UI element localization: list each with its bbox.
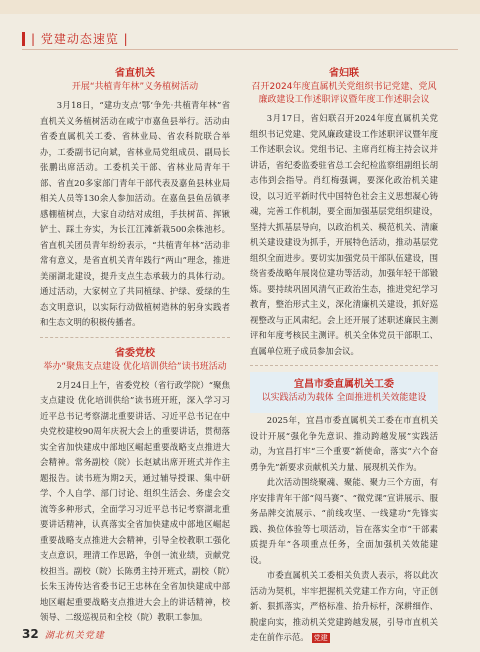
article-body: 3月18日，“建功支点‘鄂’争先·共植青年林”省直机关义务植树活动在咸宁市嘉鱼县举行。活动由省委直属机关工委、省林业局、省农科院联合举办，工委副书记向斌，省林业局党组成员、副局长张鹏出席活动。工委机关干部、省林业局青年干部、省直20多家部门青年干部代表及嘉鱼县林业局相关人员等130余人参加活动。在嘉鱼县鱼岳镇孝感棚植树点，大家自动结对成组，手扶树苗、挥锹铲土、踩土夯实，为长江江滩新栽500余株池杉。省直机关团员青年纷纷表示，“共植青年林”活动非常有意义，是省直机关青年践行“两山”理念，推进美丽湖北建设，提升支点生态承载力的具体行动。通过活动，大家树立了共同植绿、护绿、爱绿的生态文明意识，以实际行动做植树造林的躬身实践者和生态文明的积极传播者。 bbox=[40, 100, 230, 327]
article-title-box bbox=[250, 372, 438, 413]
article-org: 省委党校 bbox=[115, 347, 155, 359]
article-title: 举办“聚焦支点建设 优化培训供给”读书班活动 bbox=[43, 361, 227, 372]
publication-name: 湖北机关党建 bbox=[44, 630, 105, 641]
article-separator bbox=[250, 365, 438, 366]
article-org: 省妇联 bbox=[329, 68, 359, 79]
end-badge: 党建 bbox=[313, 634, 328, 642]
article-title: 召开2024年度直属机关党组织书记党建、党风廉政建设工作述职评议暨年度工作述职会议 bbox=[251, 82, 437, 105]
page-footer bbox=[22, 627, 105, 641]
section-header bbox=[22, 30, 129, 47]
article-paragraph: 此次活动围绕聚魂、聚能、聚力三个方面，有序安排青年干部“闯马赛”、“微党课”宣讲展示、服务品牌交流展示、“前线攻坚、一线建功”先锋实践、换位体验等七项活动，旨在落实全市“干部素质提升年”各项重点任务，全面加强机关效能建设。 bbox=[250, 477, 438, 565]
header-accent-bar bbox=[22, 32, 25, 46]
page-number: 32 bbox=[22, 627, 39, 641]
article-title: 开展“共植青年林”义务植树活动 bbox=[71, 82, 199, 92]
article-separator bbox=[40, 337, 230, 338]
article-org: 宜昌市委直属机关工委 bbox=[294, 379, 394, 390]
article-body: 3月17日，省妇联召开2024年度直属机关党组织书记党建、党风廉政建设工作述职评议暨年度工作述职会议。党组书记、主席肖红梅主持会议并讲话，省纪委监委驻省总工会纪检监察组副组长胡志伟到会指导。肖红梅强调，要深化政治机关建设，以习近平新时代中国特色社会主义思想凝心铸魂，完善工作机制，要全面加强基层党组织建设，坚持大抓基层导向，以政治机关、模范机关、清廉机关建设建设为抓手，开展特色活动，推动基层党组织全面进步。要切实加强党员干部队伍建设，围绕省委战略年展岗位建功等活动，加强年轻干部锻炼。要持续巩固风清气正政治生态，推进党纪学习教育，整治形式主义，深化清廉机关建设，抓好巡视整改与正风肃纪。会上还开展了述职述廉民主测评和年度考核民主测评。机关全体党员干部职工、直属单位班子成员参加会议。 bbox=[250, 113, 438, 356]
left-column bbox=[40, 64, 230, 632]
article-title: 以实践活动为载体 全面推进机关效能建设 bbox=[261, 393, 427, 403]
article-tree-planting bbox=[40, 64, 230, 331]
article-yichang bbox=[250, 372, 438, 646]
section-label: | 党建动态速览 | bbox=[31, 32, 129, 46]
article-reading-class bbox=[40, 344, 230, 626]
article-paragraph bbox=[250, 568, 438, 646]
header-divider bbox=[22, 49, 458, 50]
article-body: 2月24日上午，省委党校（省行政学院）“聚焦支点建设 优化培训供给”读书班开班，深入学习习近平总书记考察湖北重要讲话、习近平总书记在中央党校建校90周年庆祝大会上的重要讲话，贯彻落实全省加快建成中部地区崛起重要战略支点推进大会精神。常务副校（院）长赵斌出席开班式并作主题报告。读书班为期2天，通过辅导授课、集中研学、个人自学、部门讨论、组织生活会、务虚会交流等多种形式，全面学习习近平总书记考察湖北重要讲话精神，认真落实全省加快建成中部地区崛起重要战略支点推进大会精神，引导全校教职工强化支点意识，理清工作思路，争创一流业绩，贡献党校担当。副校（院）长陈勇主持开班式，副校（院）长朱玉涛传达省委书记王忠林在全省加快建成中部地区崛起重要战略支点推进大会上的讲话精神，校领导、二级巡视员和全校（院）教职工参加。 bbox=[40, 379, 230, 622]
top-band bbox=[0, 0, 480, 14]
article-paragraph: 2025年，宜昌市委直属机关工委在市直机关设计开展“强化争先意识、推动跨越发展”实践活动，为宜昌打牢“三个重要”新使命，落实“六个奋勇争先”新要求贡献机关力量、展现机关作为。 bbox=[250, 415, 438, 472]
right-column bbox=[250, 64, 438, 652]
article-org: 省直机关 bbox=[115, 68, 155, 79]
article-womens-federation bbox=[250, 64, 438, 359]
article-paragraph-text: 市委直属机关工委相关负责人表示，将以此次活动为契机，牢牢把握机关党建工作方向，守正创新、狠抓落实，严格标准、抬升标杆，深耕细作、脱虚向实，推动机关党建跨越发展，引导市直机关走在前作示范。 bbox=[250, 570, 438, 642]
